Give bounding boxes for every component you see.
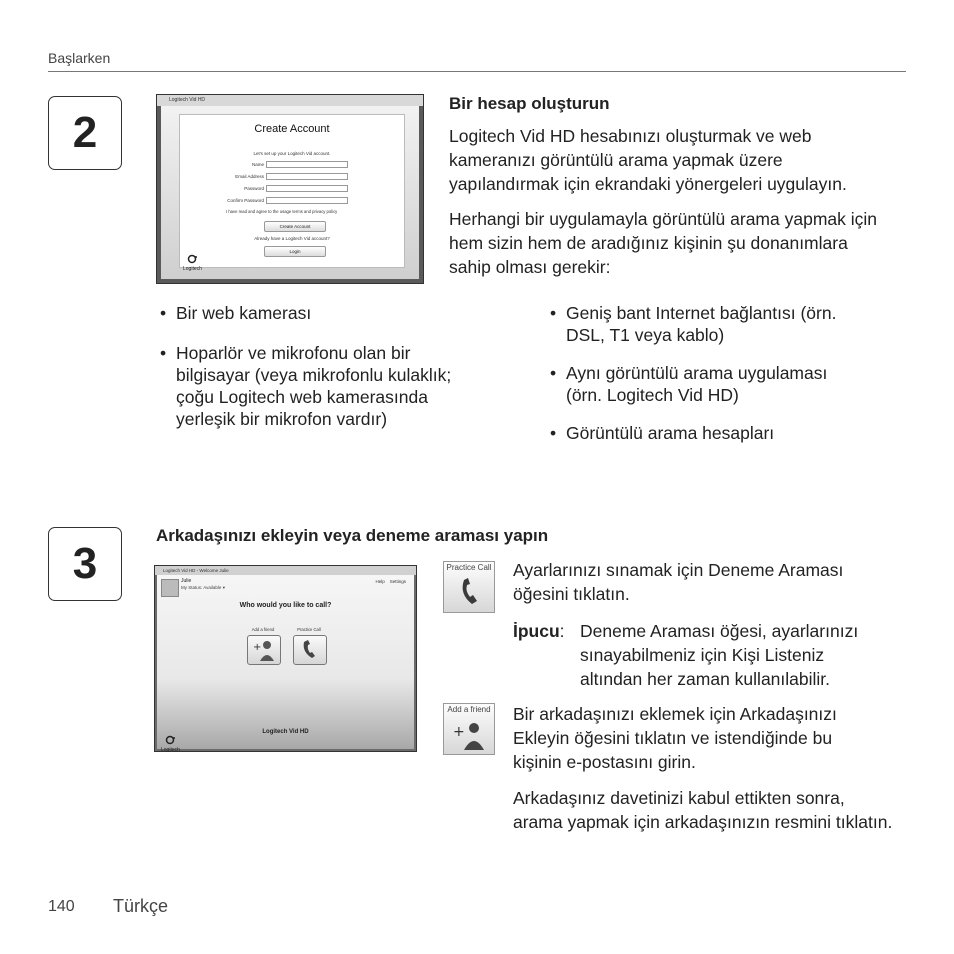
confirm-password-field-row	[180, 197, 404, 205]
logitech-logo	[183, 254, 202, 272]
settings-link: Settings	[389, 579, 406, 584]
user-name: Julie	[181, 578, 192, 584]
tip-label: İpucu	[513, 621, 560, 641]
svg-text:+: +	[453, 724, 465, 740]
name-field	[266, 161, 348, 168]
after-invite-text: Arkadaşınız davetinizi kabul ettikten sonra, arama yapmak için arkadaşınızın resmini tıklatın.	[513, 788, 893, 832]
user-status: My Status: Available ▾	[181, 585, 225, 590]
tip-text: Deneme Araması öğesi, ayarlarınızı sınayabilmeniz için Kişi Listeniz altından her zaman kullanılabilir.	[580, 621, 859, 689]
logitech-logo	[161, 735, 180, 753]
field-label: Confirm Password	[227, 198, 264, 203]
phone-icon	[294, 636, 326, 664]
create-account-screenshot	[156, 94, 424, 284]
practice-call-button-image	[443, 561, 495, 613]
step2-paragraph-1: Logitech Vid HD hesabınızı oluşturmak ve web kameranızı görüntülü arama yapmak üzere yapılandırmak için ekrandaki yönergeleri uygulayın.	[449, 126, 847, 194]
list-item: • Bir web kamerası	[158, 302, 478, 324]
list-item: • Görüntülü arama hesapları	[548, 422, 868, 444]
top-links	[375, 579, 406, 584]
screenshot-titlebar: Logitech Vid HD - Welcome Julie	[155, 566, 416, 575]
add-friend-tile	[247, 635, 281, 665]
create-account-panel	[179, 114, 405, 268]
practice-call-text: Ayarlarınızı sınamak için Deneme Araması öğesini tıklatın.	[513, 560, 844, 604]
step2-heading: Bir hesap oluşturun	[449, 94, 610, 113]
header-divider	[48, 71, 906, 72]
requirements-list-right	[548, 302, 868, 444]
add-friend-button-image	[443, 703, 495, 755]
tip-block: İpucu:	[513, 621, 565, 641]
step3-heading: Arkadaşınızı ekleyin veya deneme araması yapın	[156, 526, 549, 545]
email-field	[266, 173, 348, 180]
phone-icon	[456, 576, 484, 608]
logitech-logo-text: Logitech	[183, 266, 202, 272]
avatar	[161, 579, 179, 597]
login-button: Login	[264, 246, 326, 257]
step-number-3: 3	[48, 527, 122, 601]
page-number: 140	[48, 898, 75, 915]
add-friend-icon	[248, 636, 280, 664]
field-label: Password	[244, 186, 264, 191]
email-field-row	[180, 173, 404, 181]
list-item: • Geniş bant Internet bağlantısı (örn. DSL, T1 veya kablo)	[548, 302, 868, 346]
practice-call-tile	[293, 635, 327, 665]
svg-text:+: +	[253, 642, 262, 653]
create-account-subtitle: Let's set up your Logitech Vid account.	[253, 151, 331, 156]
logitech-logo-icon	[164, 735, 176, 745]
add-friend-label: Add a friend	[251, 627, 275, 632]
step2-paragraph-2: Herhangi bir uygulamayla görüntülü arama yapmak için hem sizin hem de aradığınız kişinin şu donanımlara sahip olması gerekir:	[449, 209, 877, 277]
agree-terms-text: I have read and agree to the usage terms and privacy policy	[226, 209, 338, 214]
create-account-title: Create Account	[254, 123, 330, 135]
password-field	[266, 185, 348, 192]
password-field-row	[180, 185, 404, 193]
practice-call-icon-label: Practice Call	[446, 563, 492, 572]
welcome-screenshot	[154, 565, 417, 752]
practice-call-label: Practice Call	[297, 627, 321, 632]
brand-footer: Logitech Vid HD	[262, 729, 309, 735]
requirements-list-left	[158, 302, 478, 430]
field-label: Name	[251, 162, 264, 167]
help-link: Help	[375, 579, 385, 584]
logitech-logo-icon	[186, 254, 198, 264]
section-title: Başlarken	[48, 50, 111, 66]
confirm-password-field	[266, 197, 348, 204]
add-friend-text: Bir arkadaşınızı eklemek için Arkadaşınızı Ekleyin öğesini tıklatın ve istendiğinde bu kişinin e-postasını girin.	[513, 704, 837, 772]
create-account-button: Create Account	[264, 221, 326, 232]
screenshot-titlebar: Logitech Vid HD	[157, 95, 423, 106]
add-friend-icon	[450, 718, 490, 752]
list-item: • Hoparlör ve mikrofonu olan bir bilgisayar (veya mikrofonlu kulaklık; çoğu Logitech web kamerasında yerleşik bir mikrofon vardır)	[158, 342, 478, 430]
call-question: Who would you like to call?	[239, 602, 332, 609]
list-item: • Aynı görüntülü arama uygulaması (örn. Logitech Vid HD)	[548, 362, 868, 406]
already-have-account-text: Already have a Logitech Vid account?	[254, 236, 330, 241]
step-number-2: 2	[48, 96, 122, 170]
footer-language: Türkçe	[113, 896, 169, 916]
name-field-row	[180, 161, 404, 169]
add-friend-icon-label: Add a friend	[447, 705, 491, 714]
logitech-logo-text: Logitech	[161, 747, 180, 753]
field-label: Email Address	[235, 174, 264, 179]
